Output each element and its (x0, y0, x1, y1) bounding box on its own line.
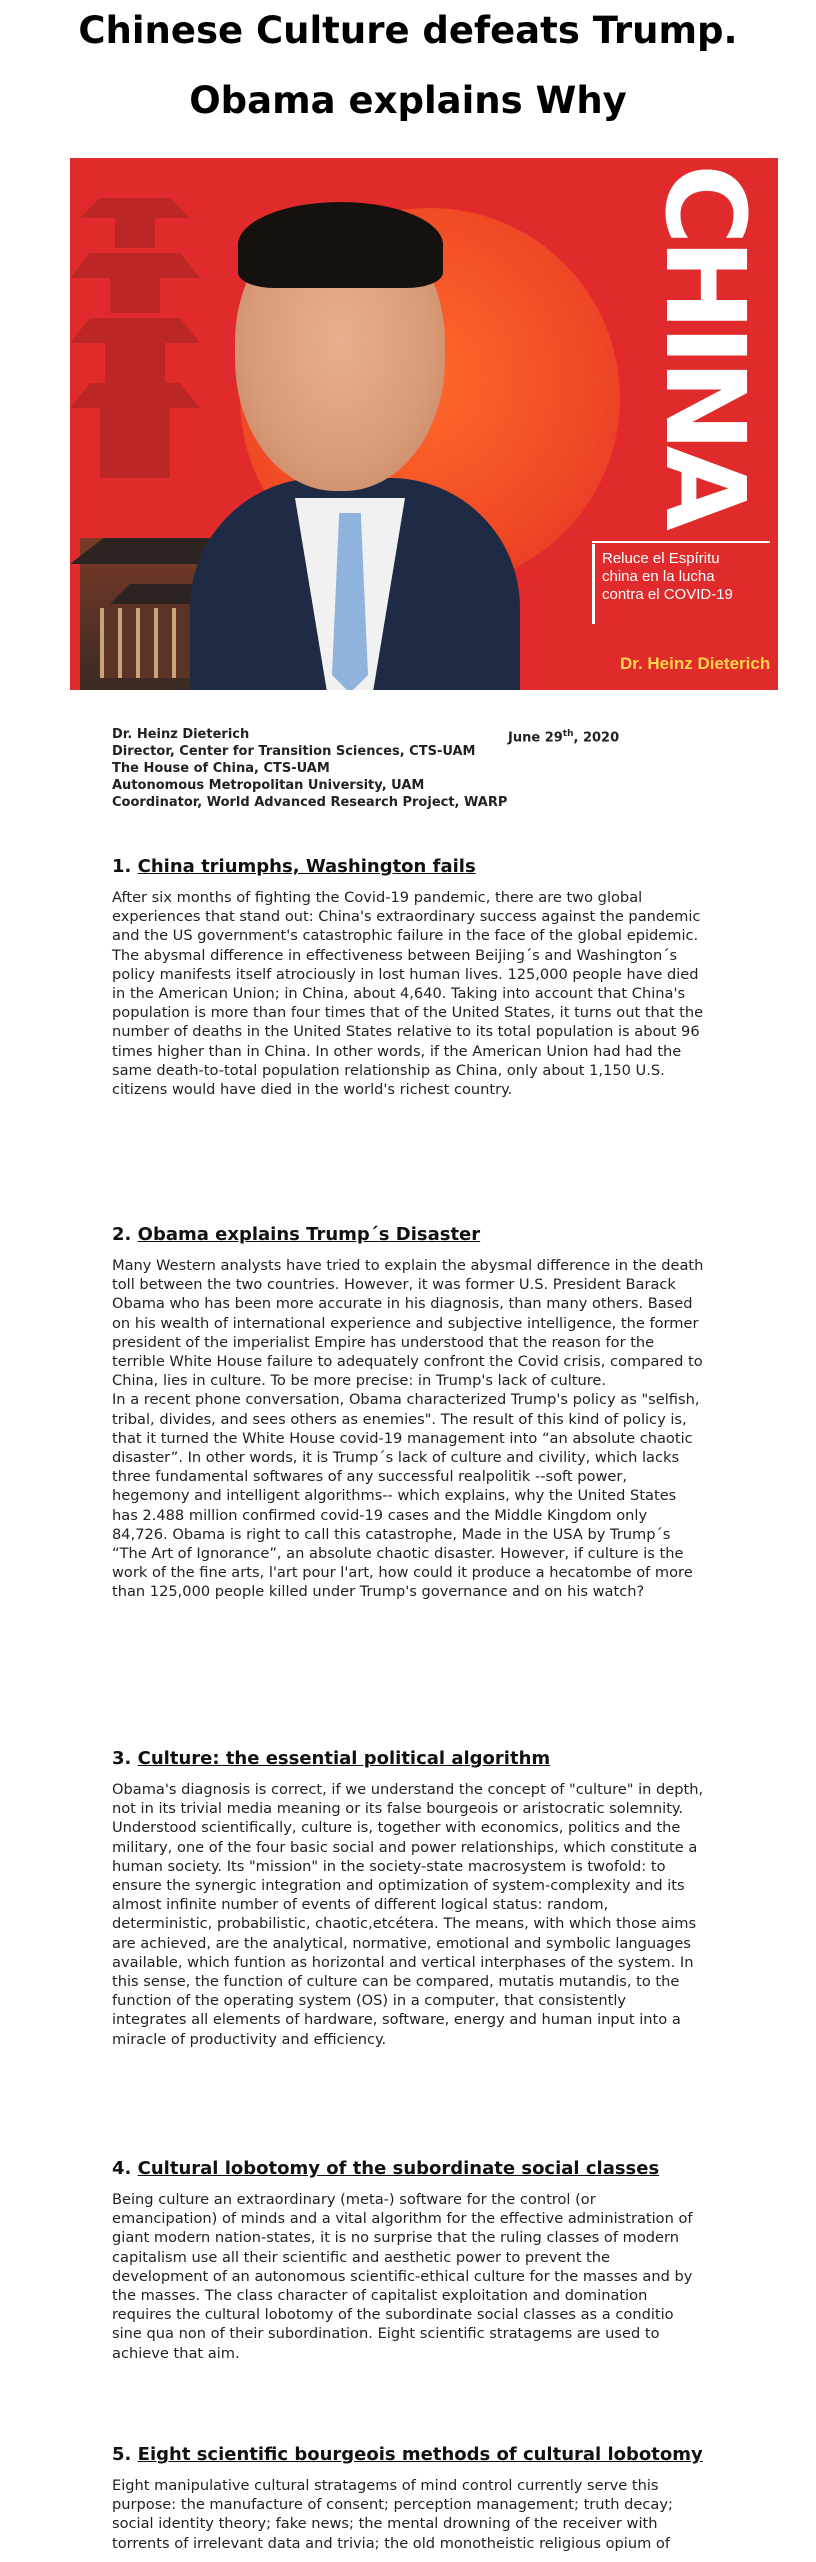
paragraph: After six months of fighting the Covid-19 pandemic, there are two global experiences that stand out: China's extraordinary success against the pandemic and the US government's catastrophic failure in the face of the global epidemic. (112, 889, 701, 945)
section-number: 4. (112, 2158, 132, 2179)
paragraph: Being culture an extraordinary (meta-) software for the control (or emancipation) of minds and a vital algorithm for the effective administration of giant modern nation-states, it is no surprise that the ruling classes of modern capitalism use all their scientific and aesthetic power to prevent the development of an autonomous scientific-ethical culture for the masses and by the masses. The class character of capitalist exploitation and domination requires the cultural lobotomy of the subordinate social classes as a conditio sine qua non of their subordination. Eight scientific stratagems are used to achieve that aim. (112, 2191, 693, 2362)
section-number: 1. (112, 856, 132, 877)
paragraph: Many Western analysts have tried to explain the abysmal difference in the death toll between the two countries. However, it was former U.S. President Barack Obama who has been more accurate in his diagnosis, than many others. Based on his wealth of international experience and subjective intelligence, the former president of the imperialist Empire has understood that the reason for the terrible White House failure to adequately confront the Covid crisis, compared to China, lies in culture. To be more precise: in Trump's lack of culture. (112, 1257, 704, 1390)
section-1 (112, 856, 704, 1099)
paragraph: Obama's diagnosis is correct, if we understand the concept of "culture" in depth, not in its trivial media meaning or its false bourgeois or aristocratic solemnity. Understood scientifically, culture is, together with economics, politics and the military, one of the four basic social and power relationships, which constitute a human society. Its "mission" in the society-state macrosystem is twofold: to ensure the synergic integration and optimization of system-complexity and its almost infinite number of events of different logical status: random, deterministic, probabilistic, chaotic,etcétera. The means, with which those aims are achieved, are the analytical, normative, emotional and symbolic languages available, which funtion as horizontal and vertical interphases of the system. In this sense, the function of culture can be compared, mutatis mutandis, to the function of the operating system (OS) in a computer, that consistently integrates all elements of hardware, software, energy and human input into a miracle of productivity and efficiency. (112, 1781, 704, 2048)
section-title: China triumphs, Washington fails (137, 856, 476, 877)
publication-date (508, 726, 619, 746)
date-text: June 29 (508, 730, 563, 746)
date-suffix: th (562, 729, 574, 739)
section-4 (112, 2158, 704, 2363)
pagoda-graphic (70, 158, 200, 478)
cover-big-text: CHINA (641, 164, 769, 525)
author-line: Coordinator, World Advanced Research Project, WARP (112, 795, 508, 810)
portrait-hair (238, 202, 443, 288)
article-title-line-2: Obama explains Why (189, 79, 627, 122)
author-line: Dr. Heinz Dieterich (112, 727, 250, 742)
section-number: 2. (112, 1224, 132, 1245)
section-title: Culture: the essential political algorithm (137, 1748, 551, 1769)
cover-author: Dr. Heinz Dieterich (620, 654, 771, 673)
section-title: Obama explains Trump´s Disaster (137, 1224, 481, 1245)
section-number: 3. (112, 1748, 132, 1769)
section-3 (112, 1748, 704, 2049)
section-heading (112, 2158, 704, 2180)
section-heading (112, 1224, 704, 1246)
paragraph: In a recent phone conversation, Obama characterized Trump's policy as "selfish, tribal, divides, and sees others as enemies". The result of this kind of policy is, that it turned the White House covid-19 management into “an absolute chaotic disaster”. In other words, it is Trump´s lack of culture and civility, which lacks three fundamental softwares of any successful realpolitik --soft power, hegemony and intelligent algorithms-- which explains, why the United States has 2.488 million confirmed covid-19 cases and the Middle Kingdom only 84,726. Obama is right to call this catastrophe, Made in the USA by Trump´s “The Art of Ignorance”, an absolute chaotic disaster. However, if culture is the work of the fine arts, l'art pour l'art, how could it produce a hecatombe of more than 125,000 people killed under Trump's governance and on his watch? (112, 1391, 700, 1601)
section-number: 5. (112, 2444, 132, 2465)
section-heading (112, 1748, 704, 1770)
author-block (112, 726, 507, 811)
author-line: Director, Center for Transition Sciences, CTS-UAM (112, 744, 476, 759)
section-5 (112, 2444, 704, 2553)
article-title-line-1: Chinese Culture defeats Trump. (78, 9, 738, 52)
author-line: Autonomous Metropolitan University, UAM (112, 778, 425, 793)
section-title: Cultural lobotomy of the subordinate social classes (137, 2158, 660, 2179)
tagline-rule-horizontal (592, 541, 770, 543)
cover-tagline: Reluce el Espíritu china en la lucha contra el COVID-19 (602, 550, 733, 603)
section-heading (112, 856, 704, 878)
paragraph: The abysmal difference in effectiveness between Beijing´s and Washington´s policy manifests itself atrociously in lost human lives. 125,000 people have died in the American Union; in China, about 4,640. Taking into account that China's population is more than four times that of the United States, it turns out that the number of deaths in the United States relative to its total population is about 96 times higher than in China. In other words, if the American Union had had the same death-to-total population relationship as China, only about 1,150 U.S. citizens would have died in the world's richest country. (112, 946, 704, 1099)
author-line: The House of China, CTS-UAM (112, 761, 330, 776)
cover-image (70, 158, 778, 690)
paragraph: Eight manipulative cultural stratagems of mind control currently serve this purpose: the manufacture of consent; perception management; truth decay; social identity theory; fake news; the mental drowning of the receiver with torrents of irrelevant data and trivia; the old monotheistic religious opium of (112, 2477, 673, 2552)
section-2 (112, 1224, 704, 1602)
section-title: Eight scientific bourgeois methods of cultural lobotomy (137, 2444, 703, 2465)
section-heading (112, 2444, 704, 2466)
tagline-rule-vertical (592, 544, 595, 624)
date-year: , 2020 (573, 730, 620, 746)
